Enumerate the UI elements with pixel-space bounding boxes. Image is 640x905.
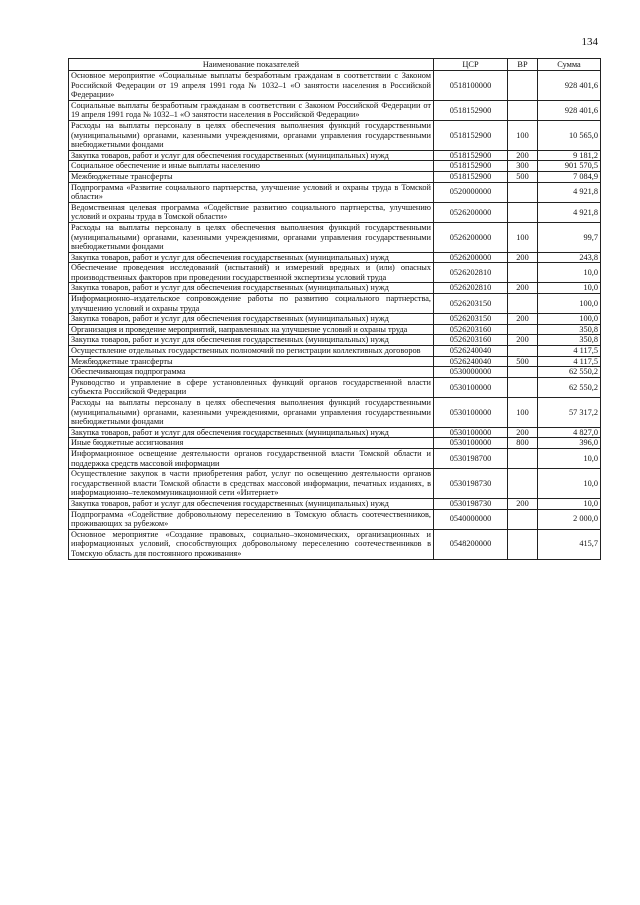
cell-vr [508, 529, 538, 559]
cell-sum: 10 565,0 [538, 120, 601, 150]
table-row [69, 294, 601, 314]
cell-sum: 4 117,5 [538, 346, 601, 357]
cell-vr: 200 [508, 427, 538, 438]
cell-name: Обеспечивающая подпрограмма [69, 367, 434, 378]
cell-sum: 7 084,9 [538, 171, 601, 182]
cell-csr: 0526203160 [434, 324, 508, 335]
table-row [69, 150, 601, 161]
cell-name: Социальные выплаты безработным гражданам в соответствии с Законом Российской Федерации от 19 апреля 1991 года № 1032–1 «О занятости населения в Российской Федерации» [69, 100, 434, 120]
cell-vr [508, 182, 538, 202]
cell-csr: 0530100000 [434, 427, 508, 438]
cell-name: Основное мероприятие «Социальные выплаты безработным гражданам в соответствии с Законом Российской Федерации от 19 апреля 1991 года № 1032–1 «О занятости населения в Российской Федерации» [69, 71, 434, 101]
cell-csr: 0530100000 [434, 398, 508, 428]
cell-csr: 0530198730 [434, 469, 508, 499]
cell-name: Подпрограмма «Развитие социального партнерства, улучшение условий и охраны труда в Томской области» [69, 182, 434, 202]
table-row [69, 283, 601, 294]
cell-name: Закупка товаров, работ и услуг для обеспечения государственных (муниципальных) нужд [69, 427, 434, 438]
cell-vr [508, 324, 538, 335]
cell-name: Социальное обеспечение и иные выплаты населению [69, 161, 434, 172]
table-row [69, 263, 601, 283]
cell-name: Расходы на выплаты персоналу в целях обеспечения выполнения функций государственными (муниципальными) органами, казенными учреждениями, органами управления государственными внебюджетными фондами [69, 398, 434, 428]
cell-vr [508, 263, 538, 283]
cell-vr [508, 509, 538, 529]
cell-csr: 0526200000 [434, 222, 508, 252]
cell-sum: 62 550,2 [538, 377, 601, 397]
table-row [69, 448, 601, 468]
cell-name: Закупка товаров, работ и услуг для обеспечения государственных (муниципальных) нужд [69, 335, 434, 346]
cell-sum: 100,0 [538, 294, 601, 314]
cell-sum: 10,0 [538, 498, 601, 509]
cell-name: Закупка товаров, работ и услуг для обеспечения государственных (муниципальных) нужд [69, 283, 434, 294]
cell-name: Иные бюджетные ассигнования [69, 438, 434, 449]
cell-name: Межбюджетные трансферты [69, 171, 434, 182]
cell-sum: 100,0 [538, 314, 601, 325]
cell-csr: 0518152900 [434, 100, 508, 120]
cell-sum: 9 181,2 [538, 150, 601, 161]
cell-sum: 62 550,2 [538, 367, 601, 378]
cell-name: Закупка товаров, работ и услуг для обеспечения государственных (муниципальных) нужд [69, 150, 434, 161]
cell-sum: 99,7 [538, 222, 601, 252]
cell-name: Обеспечение проведения исследований (испытаний) и измерений вредных и (или) опасных производственных факторов при проведении государственной экспертизы условий труда [69, 263, 434, 283]
cell-sum: 10,0 [538, 283, 601, 294]
cell-name: Закупка товаров, работ и услуг для обеспечения государственных (муниципальных) нужд [69, 252, 434, 263]
cell-name: Расходы на выплаты персоналу в целях обеспечения выполнения функций государственными (муниципальными) органами, казенными учреждениями, органами управления государственными внебюджетными фондами [69, 120, 434, 150]
cell-sum: 350,8 [538, 335, 601, 346]
cell-sum: 350,8 [538, 324, 601, 335]
cell-sum: 10,0 [538, 448, 601, 468]
cell-csr: 0520000000 [434, 182, 508, 202]
table-row [69, 171, 601, 182]
cell-vr [508, 71, 538, 101]
table-row [69, 252, 601, 263]
cell-name: Организация и проведение мероприятий, направленных на улучшение условий и охраны труда [69, 324, 434, 335]
cell-vr [508, 367, 538, 378]
table-row [69, 182, 601, 202]
table-row [69, 161, 601, 172]
cell-sum: 4 921,8 [538, 182, 601, 202]
cell-csr: 0526203160 [434, 335, 508, 346]
cell-sum: 4 117,5 [538, 356, 601, 367]
cell-vr [508, 294, 538, 314]
cell-sum: 2 000,0 [538, 509, 601, 529]
header-name: Наименование показателей [69, 59, 434, 71]
cell-sum: 928 401,6 [538, 71, 601, 101]
table-row [69, 324, 601, 335]
cell-sum: 901 570,5 [538, 161, 601, 172]
cell-vr [508, 346, 538, 357]
table-row [69, 498, 601, 509]
cell-vr: 100 [508, 120, 538, 150]
cell-sum: 10,0 [538, 469, 601, 499]
cell-sum: 928 401,6 [538, 100, 601, 120]
table-row [69, 335, 601, 346]
budget-table [68, 58, 601, 560]
cell-csr: 0530100000 [434, 438, 508, 449]
table-row [69, 346, 601, 357]
table-row [69, 100, 601, 120]
table-row [69, 398, 601, 428]
cell-csr: 0518152900 [434, 171, 508, 182]
header-sum: Сумма [538, 59, 601, 71]
cell-vr [508, 100, 538, 120]
cell-csr: 0526240040 [434, 356, 508, 367]
cell-name: Расходы на выплаты персоналу в целях обеспечения выполнения функций государственными (муниципальными) органами, казенными учреждениями, органами управления государственными внебюджетными фондами [69, 222, 434, 252]
table-row [69, 120, 601, 150]
cell-csr: 0530000000 [434, 367, 508, 378]
cell-csr: 0540000000 [434, 509, 508, 529]
cell-name: Подпрограмма «Содействие добровольному переселению в Томскую область соотечественников, проживающих за рубежом» [69, 509, 434, 529]
table-row [69, 509, 601, 529]
cell-name: Основное мероприятие «Создание правовых, социально–экономических, организационных и информационных условий, способствующих добровольному переселению соотечественников в Томскую область для постоянного проживания» [69, 529, 434, 559]
cell-csr: 0526240040 [434, 346, 508, 357]
table-row [69, 438, 601, 449]
cell-vr [508, 448, 538, 468]
cell-vr: 500 [508, 356, 538, 367]
cell-csr: 0530100000 [434, 377, 508, 397]
cell-vr: 200 [508, 252, 538, 263]
table-row [69, 367, 601, 378]
cell-vr [508, 377, 538, 397]
cell-csr: 0518152900 [434, 161, 508, 172]
cell-name: Руководство и управление в сфере установленных функций органов государственной власти субъекта Российской Федерации [69, 377, 434, 397]
cell-vr [508, 202, 538, 222]
table-row [69, 377, 601, 397]
cell-sum: 4 921,8 [538, 202, 601, 222]
cell-name: Осуществление закупок в части приобретения работ, услуг по освещению деятельности органов государственной власти Томской области в средствах массовой информации, печатных изданиях, в информационно–телекоммуникационной сети «Интернет» [69, 469, 434, 499]
cell-sum: 10,0 [538, 263, 601, 283]
cell-sum: 396,0 [538, 438, 601, 449]
cell-vr: 300 [508, 161, 538, 172]
table-row [69, 222, 601, 252]
cell-vr: 100 [508, 398, 538, 428]
cell-name: Закупка товаров, работ и услуг для обеспечения государственных (муниципальных) нужд [69, 498, 434, 509]
table-row [69, 356, 601, 367]
cell-csr: 0526202810 [434, 263, 508, 283]
cell-csr: 0518152900 [434, 120, 508, 150]
cell-csr: 0526203150 [434, 294, 508, 314]
cell-vr: 200 [508, 335, 538, 346]
cell-sum: 415,7 [538, 529, 601, 559]
cell-vr [508, 469, 538, 499]
page-number: 134 [581, 36, 598, 48]
table-body [69, 71, 601, 560]
table-row [69, 427, 601, 438]
cell-sum: 4 827,0 [538, 427, 601, 438]
cell-sum: 243,8 [538, 252, 601, 263]
table-row [69, 202, 601, 222]
cell-name: Информационное освещение деятельности органов государственной власти Томской области и поддержка средств массовой информации [69, 448, 434, 468]
table-row [69, 71, 601, 101]
cell-vr: 200 [508, 498, 538, 509]
cell-sum: 57 317,2 [538, 398, 601, 428]
cell-csr: 0526200000 [434, 202, 508, 222]
table-row [69, 469, 601, 499]
cell-name: Межбюджетные трансферты [69, 356, 434, 367]
cell-name: Осуществление отдельных государственных полномочий по регистрации коллективных договоров [69, 346, 434, 357]
cell-name: Ведомственная целевая программа «Содействие развитию социального партнерства, улучшению условий и охраны труда в Томской области» [69, 202, 434, 222]
table-row [69, 529, 601, 559]
cell-vr: 200 [508, 150, 538, 161]
header-vr: ВР [508, 59, 538, 71]
cell-csr: 0518100000 [434, 71, 508, 101]
cell-name: Закупка товаров, работ и услуг для обеспечения государственных (муниципальных) нужд [69, 314, 434, 325]
cell-csr: 0526203150 [434, 314, 508, 325]
cell-vr: 200 [508, 314, 538, 325]
table-row [69, 314, 601, 325]
cell-csr: 0530198730 [434, 498, 508, 509]
cell-csr: 0526202810 [434, 283, 508, 294]
header-csr: ЦСР [434, 59, 508, 71]
cell-vr: 500 [508, 171, 538, 182]
table-header-row [69, 59, 601, 71]
cell-csr: 0526200000 [434, 252, 508, 263]
cell-name: Информационно–издательское сопровождение работы по развитию социального партнерства, улучшению условий и охраны труда [69, 294, 434, 314]
cell-csr: 0548200000 [434, 529, 508, 559]
cell-vr: 100 [508, 222, 538, 252]
cell-csr: 0530198700 [434, 448, 508, 468]
cell-csr: 0518152900 [434, 150, 508, 161]
cell-vr: 800 [508, 438, 538, 449]
cell-vr: 200 [508, 283, 538, 294]
